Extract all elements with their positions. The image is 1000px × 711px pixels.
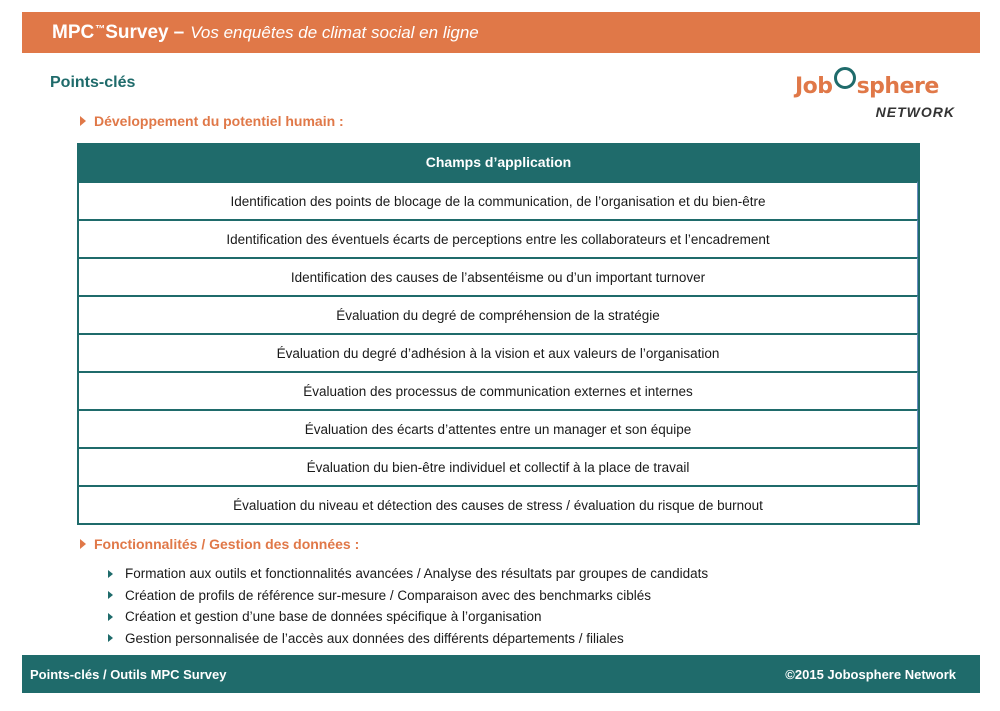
logo-network: NETWORK bbox=[875, 104, 955, 120]
list-item-text: Création de profils de référence sur-mesure / Comparaison avec des benchmarks ciblés bbox=[125, 587, 651, 603]
features-list bbox=[108, 563, 708, 649]
jobosphere-logo bbox=[793, 64, 963, 122]
table-row: Évaluation des processus de communication externes et internes bbox=[79, 371, 918, 409]
header-bar bbox=[22, 12, 980, 53]
table-row: Identification des éventuels écarts de perceptions entre les collaborateurs et l’encadrement bbox=[79, 219, 918, 257]
product-name: MPC bbox=[52, 21, 95, 43]
list-item-text: Gestion personnalisée de l’accès aux données des différents départements / filiales bbox=[125, 630, 624, 646]
logo-part2: sphere bbox=[856, 74, 939, 99]
subsection-title-features bbox=[80, 536, 359, 552]
product-suffix: Survey bbox=[105, 21, 169, 43]
bullet-icon bbox=[108, 591, 113, 599]
list-item-text: Formation aux outils et fonctionnalités avancées / Analyse des résultats par groupes de candidats bbox=[125, 566, 709, 582]
table-row: Identification des causes de l’absentéisme ou d’un important turnover bbox=[79, 257, 918, 295]
list-item bbox=[108, 606, 708, 628]
bullet-icon bbox=[108, 613, 113, 621]
footer-left: Points-clés / Outils MPC Survey bbox=[30, 666, 227, 682]
list-item bbox=[108, 585, 708, 607]
list-item-text: Création et gestion d’une base de données spécifique à l’organisation bbox=[125, 609, 542, 625]
logo-wordmark bbox=[795, 74, 939, 99]
trademark-symbol: ™ bbox=[95, 24, 106, 35]
subsection-title-text: Fonctionnalités / Gestion des données : bbox=[94, 536, 360, 552]
caret-right-icon bbox=[80, 539, 86, 549]
subsection-title-text: Développement du potentiel humain : bbox=[94, 113, 344, 129]
header-dash: – bbox=[173, 21, 185, 43]
table-row: Évaluation du niveau et détection des causes de stress / évaluation du risque de burnout bbox=[79, 485, 918, 523]
table-row: Évaluation du degré d’adhésion à la vision et aux valeurs de l’organisation bbox=[79, 333, 918, 371]
caret-right-icon bbox=[80, 116, 86, 126]
list-item bbox=[108, 628, 708, 650]
logo-part1: Job bbox=[795, 74, 833, 99]
bullet-icon bbox=[108, 570, 113, 578]
bullet-icon bbox=[108, 634, 113, 642]
table-row: Évaluation du bien-être individuel et collectif à la place de travail bbox=[79, 447, 918, 485]
footer-bar bbox=[22, 655, 980, 693]
table-row: Évaluation du degré de compréhension de la stratégie bbox=[79, 295, 918, 333]
logo-ring-icon bbox=[834, 67, 856, 89]
footer-copyright: ©2015 Jobosphere Network bbox=[785, 666, 956, 682]
list-item bbox=[108, 563, 708, 585]
table-header: Champs d’application bbox=[79, 145, 918, 181]
table-row: Évaluation des écarts d’attentes entre un manager et son équipe bbox=[79, 409, 918, 447]
page-title: Points-clés bbox=[50, 74, 136, 91]
application-fields-table bbox=[77, 143, 920, 525]
header-tagline: Vos enquêtes de climat social en ligne bbox=[190, 22, 479, 42]
table-row: Identification des points de blocage de la communication, de l’organisation et du bien-être bbox=[79, 181, 918, 219]
subsection-title-development bbox=[80, 113, 344, 129]
